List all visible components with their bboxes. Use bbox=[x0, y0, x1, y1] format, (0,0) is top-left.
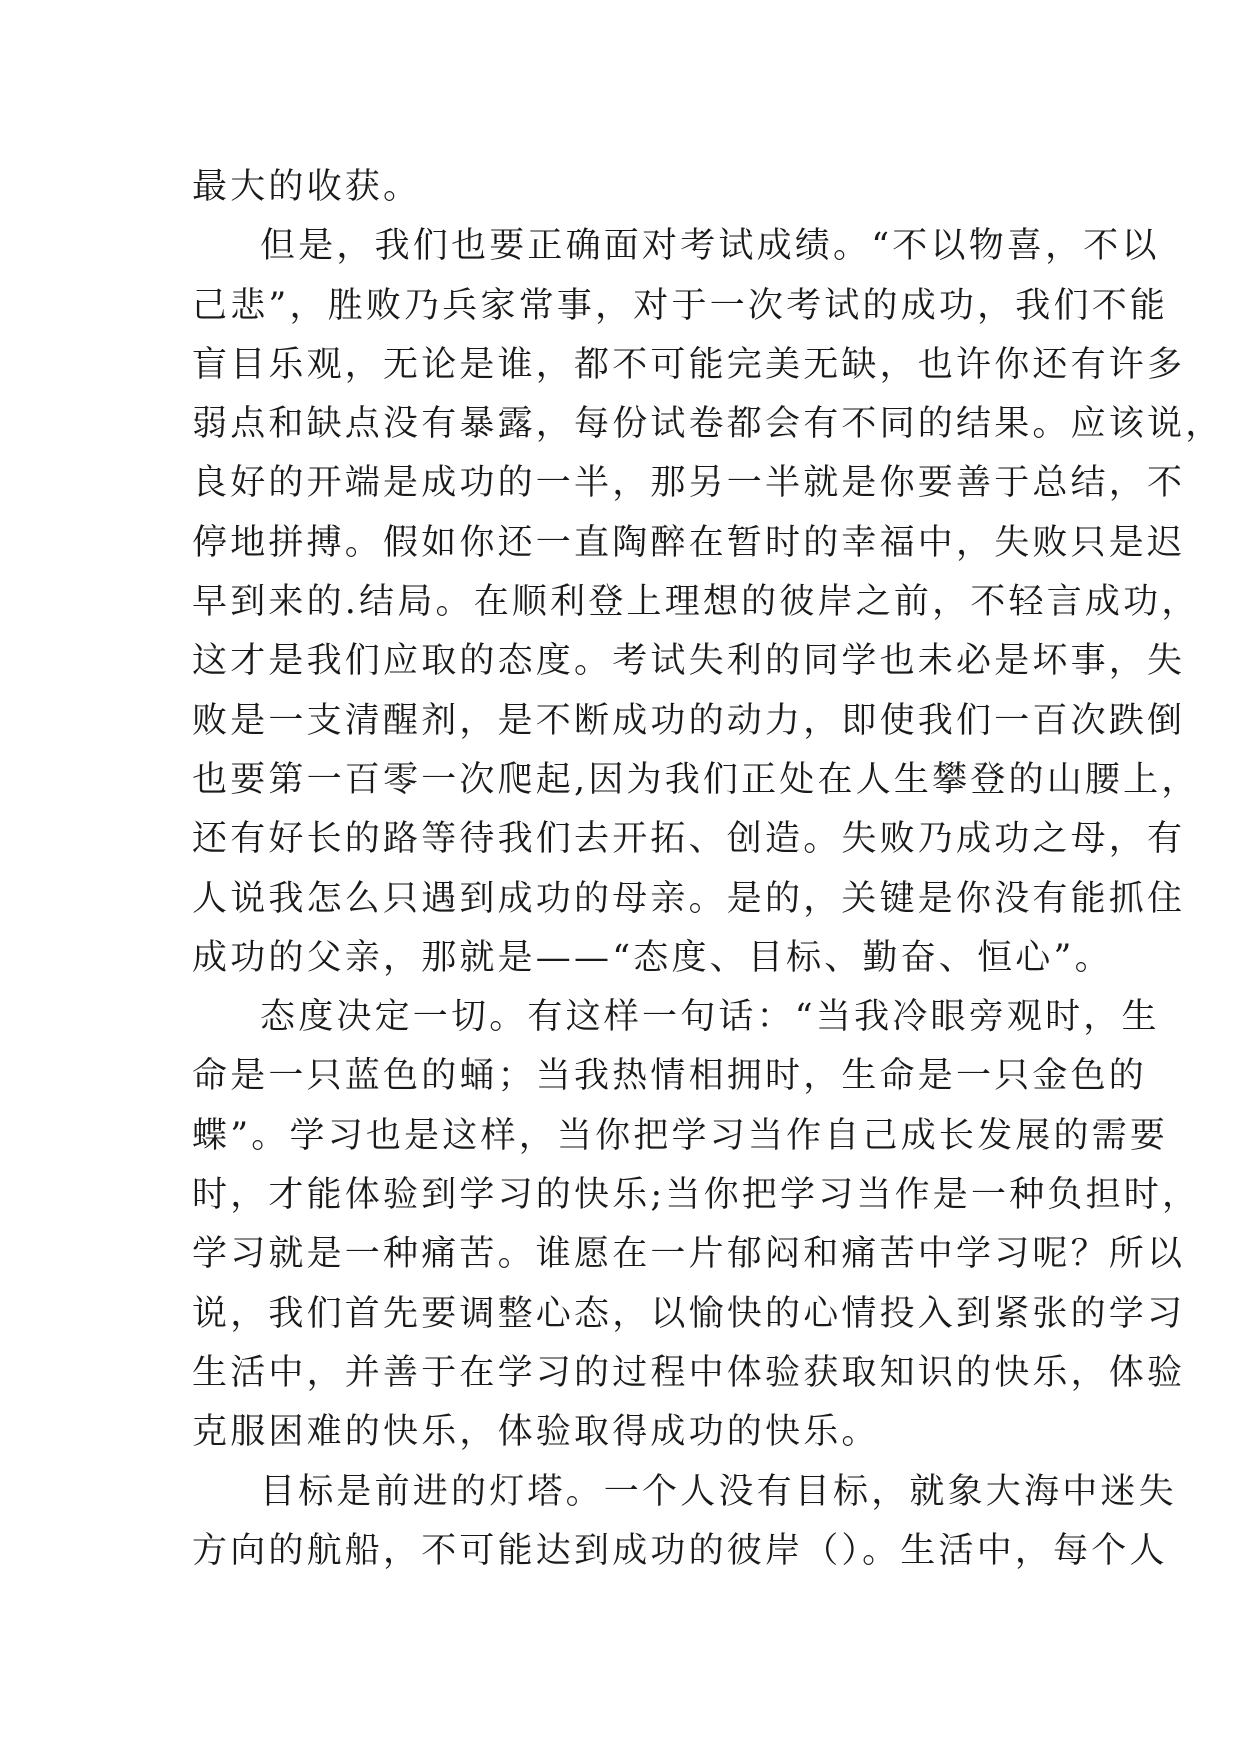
text-line: 己悲”，胜败乃兵家常事，对于一次考试的成功，我们不能 bbox=[192, 285, 1169, 326]
text-line: 命是一只蓝色的蛹；当我热情相拥时，生命是一只金色的 bbox=[192, 1056, 1148, 1097]
text-line: 盲目乐观，无论是谁，都不可能完美无缺，也许你还有许多 bbox=[192, 344, 1186, 385]
text-line: 败是一支清醒剂，是不断成功的动力，即使我们一百次跌倒 bbox=[192, 700, 1186, 741]
text-line: 克服困难的快乐，体验取得成功的快乐。 bbox=[192, 1412, 880, 1453]
text-line: 最大的收获。 bbox=[192, 167, 422, 207]
text-line: 蝶”。学习也是这样，当你把学习当作自己成长发展的需要 bbox=[192, 1115, 1169, 1156]
text-line: 人说我怎么只遇到成功的母亲。是的，关键是你没有能抓住 bbox=[192, 878, 1186, 919]
text-line: 说，我们首先要调整心态，以愉快的心情投入到紧张的学习 bbox=[192, 1293, 1186, 1334]
text-line: 弱点和缺点没有暴露，每份试卷都会有不同的结果。应该说， bbox=[192, 404, 1224, 445]
text-line: 还有好长的路等待我们去开拓、创造。失败乃成功之母，有 bbox=[192, 819, 1186, 860]
text-line: 生活中，并善于在学习的过程中体验获取知识的快乐，体验 bbox=[192, 1352, 1186, 1393]
text-line: 停地拼搏。假如你还一直陶醉在暂时的幸福中，失败只是迟 bbox=[192, 522, 1186, 563]
paragraph-start-line: 目标是前进的灯塔。一个人没有目标，就象大海中迷失 bbox=[260, 1471, 1177, 1512]
paragraph-start-line: 态度决定一切。有这样一句话：“当我冷眼旁观时，生 bbox=[260, 997, 1160, 1038]
text-line: 时，才能体验到学习的快乐;当你把学习当作是一种负担时， bbox=[192, 1175, 1201, 1216]
text-line: 这才是我们应取的态度。考试失利的同学也未必是坏事，失 bbox=[192, 641, 1186, 682]
text-line: 也要第一百零一次爬起,因为我们正处在人生攀登的山腰上， bbox=[192, 759, 1200, 800]
text-line: 良好的开端是成功的一半，那另一半就是你要善于总结，不 bbox=[192, 463, 1186, 504]
text-line: 成功的父亲，那就是——“态度、目标、勤奋、恒心”。 bbox=[192, 937, 1113, 978]
document-body bbox=[192, 158, 1224, 1581]
text-line: 早到来的.结局。在顺利登上理想的彼岸之前，不轻言成功， bbox=[192, 582, 1200, 623]
text-line: 学习就是一种痛苦。谁愿在一片郁闷和痛苦中学习呢？所以 bbox=[192, 1234, 1186, 1275]
paragraph-start-line: 但是，我们也要正确面对考试成绩。“不以物喜，不以 bbox=[260, 226, 1160, 267]
text-line: 方向的航船，不可能达到成功的彼岸（）。生活中，每个人 bbox=[192, 1530, 1168, 1571]
